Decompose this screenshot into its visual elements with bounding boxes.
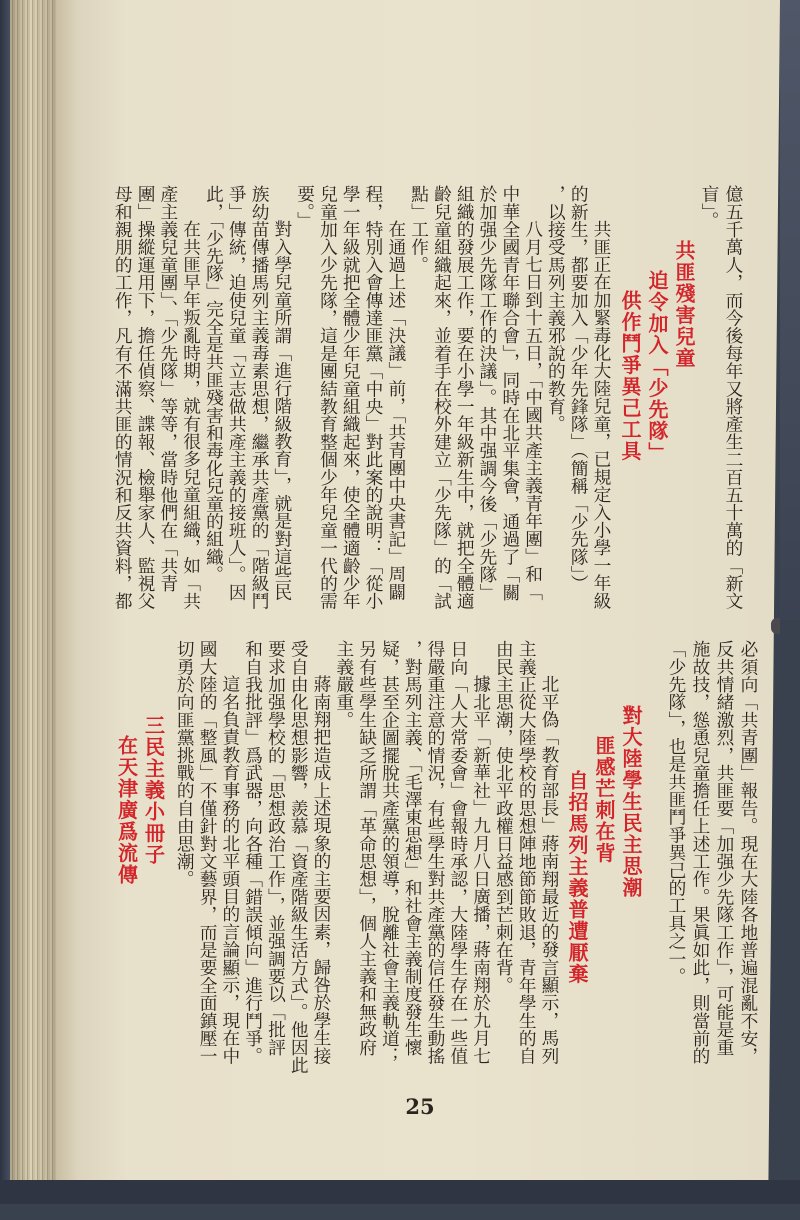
paragraph-line: 得嚴重注意的情況，有些學生對共產黨的信任發生動搖 (425, 640, 446, 1065)
headline-line: 迫令加入「少先隊」 (645, 270, 669, 464)
headline-line: 供作鬥爭異己工具 (618, 290, 642, 462)
paragraph-line: 中華全國青年聯合會」，同時在北平集會，通過了「關 (499, 185, 520, 601)
continued-line: 反共情緒激烈，共匪要「加强少先隊工作」，可能是重 (714, 640, 734, 1056)
page-curl-mark (771, 618, 780, 634)
paragraph-line: 要求加强學校的「思想政治工作」，並强調要以「批評 (265, 640, 286, 1056)
continued-line: 億五千萬人，而今後每年又將產生二百五十萬的「新文 (723, 185, 743, 610)
paragraph-line: 和自我批評」爲武器，向各種「錯誤傾向」進行鬥爭。 (242, 640, 263, 1065)
paragraph-line: 此，「少先隊」完全是共匪殘害和毒化兒童的組織。 (203, 185, 224, 584)
paragraph-line: 於加强少先隊工作的決議」。其中强調今後「少先隊」 (477, 185, 498, 601)
paragraph-line: 疑，甚至企圖擺脫共產黨的領導，脫離社會主義軌道； (379, 640, 400, 1065)
headline-line: 在天津廣爲流傳 (114, 735, 139, 886)
paragraph-line: 對入學兒童所謂「進行階級教育」，就是對這些民 (271, 220, 292, 601)
book-cover-right-edge (780, 0, 800, 620)
headline-line: 對大陸學生民主思潮 (619, 705, 643, 899)
paragraph-line: 程，特別入會傳達匪黨「中央」對此案的說明：「從小 (363, 185, 384, 610)
paragraph-line: 這名負責教育事務的北平頭目的言論顯示，現在中 (219, 675, 240, 1065)
paragraph-line: ，對馬列主義、「毛澤東思想」和社會主義制度發生懷 (402, 640, 423, 1056)
continued-text (664, 640, 760, 1090)
paragraph-line: 產主義兒童團」、「少先隊」等等，當時他們在「共青 (157, 185, 178, 593)
continued-line: 盲」。 (699, 185, 719, 230)
paragraph-line: 點」工作。 (408, 185, 429, 274)
headline-line: 三民主義小冊子 (141, 715, 166, 866)
page-number: 25 (405, 1094, 435, 1119)
paragraph-line: 的新生，都要加入「少年先鋒隊」（簡稱「少先隊」） (568, 185, 589, 593)
paragraph-line: 切勇於向匪黨挑戰的自由思潮。 (174, 640, 195, 888)
paragraph-line: 由民主思潮，使北平政權日益感到芒刺在背。 (493, 640, 514, 994)
paragraph-line: 團」操縱運用下，擔任偵察、諜報、檢舉家人、監視父 (135, 185, 156, 610)
paragraph-line: 族幼苗傳播馬列主義毒素思想，繼承共產黨的「階級鬥 (249, 185, 270, 610)
paragraph-line: 爭」傳統，迫使兒童「立志做共產主義的接班人」。因 (226, 185, 247, 601)
article (166, 640, 644, 1220)
paragraph-line: 組織的發展工作，要在小學一年級新生中，就把全體適 (454, 185, 475, 610)
continued-text (697, 185, 745, 635)
headline-line: 匪感芒刺在背 (592, 735, 616, 864)
continued-line: 必須向「共青團」報告。現在大陸各地普遍混亂不安， (738, 640, 758, 1065)
paragraph-line: 北平偽「教育部長」蔣南翔最近的發言顯示，馬列 (539, 675, 559, 1065)
article (112, 640, 166, 1185)
paragraph-line: 據北平「新華社」九月八日廣播，蔣南翔於九月七 (470, 675, 491, 1065)
paragraph-line: 八月七日到十五日，「中國共產主義青年團」和「 (522, 220, 543, 601)
paragraph-line: 受自由化思想影響，羨慕「資產階級生活方式」。他因此 (288, 640, 309, 1074)
paragraph-line: 母和親朋的工作，凡有不滿共匪的情況和反共資料，都 (112, 185, 133, 610)
paragraph-line: 在通過上述「決議」前，「共青團中央書記」周闢 (385, 220, 406, 601)
paragraph-line: 兒童加入少先隊，這是團結教育整個少年兒童一代的需 (317, 185, 338, 610)
article-body (110, 185, 612, 670)
paragraph-line: 學一年級就把全體少年兒童組織起來，使全體適齡少年 (340, 185, 361, 610)
continued-line: 施故技，慫恿兒童擔任上述工作。果眞如此，則當前的 (690, 640, 710, 1065)
paragraph-line: ，以接受馬列主義邪說的教育。 (545, 185, 566, 433)
lower-text-section (112, 640, 760, 1220)
paragraph-line: 共匪正在加緊毒化大陸兒童，已規定入小學一年級 (591, 220, 611, 610)
article-headline (112, 640, 166, 1185)
paragraph-line: 主義嚴重。 (333, 640, 354, 729)
headline-line: 自招馬列主義普遭厭棄 (565, 770, 589, 985)
paragraph-line: 國大陸的「整風」不僅針對文藝界，而是要全面鎮壓一 (197, 640, 218, 1065)
paragraph-line: 要。」 (294, 185, 315, 230)
article-headline (563, 640, 644, 1220)
article-body (172, 640, 560, 1125)
continued-line: 「少先隊」，也是共匪鬥爭異己的工具之一。 (666, 640, 686, 986)
paragraph-line: 齡兒童組織起來，並着手在校外建立「少先隊」的「試 (431, 185, 452, 610)
paragraph-line: 蔣南翔把造成上述現象的主要因素，歸咎於學生接 (311, 675, 332, 1065)
headline-line: 共匪殘害兒童 (672, 240, 696, 369)
paragraph-line: 日向「人大常委會」會報時承認，大陸學生存在一些值 (447, 640, 468, 1065)
paragraph-line: 在共匪早年叛亂時期，就有很多兒童組織，如「共 (180, 220, 201, 610)
paragraph-line: 另有些學生缺乏所謂「革命思想」，個人主義和無政府 (356, 640, 377, 1056)
paragraph-line: 主義正從大陸學校的思想陣地節節敗退，青年學生的自 (516, 640, 537, 1065)
page-stack-edges (10, 0, 58, 1182)
